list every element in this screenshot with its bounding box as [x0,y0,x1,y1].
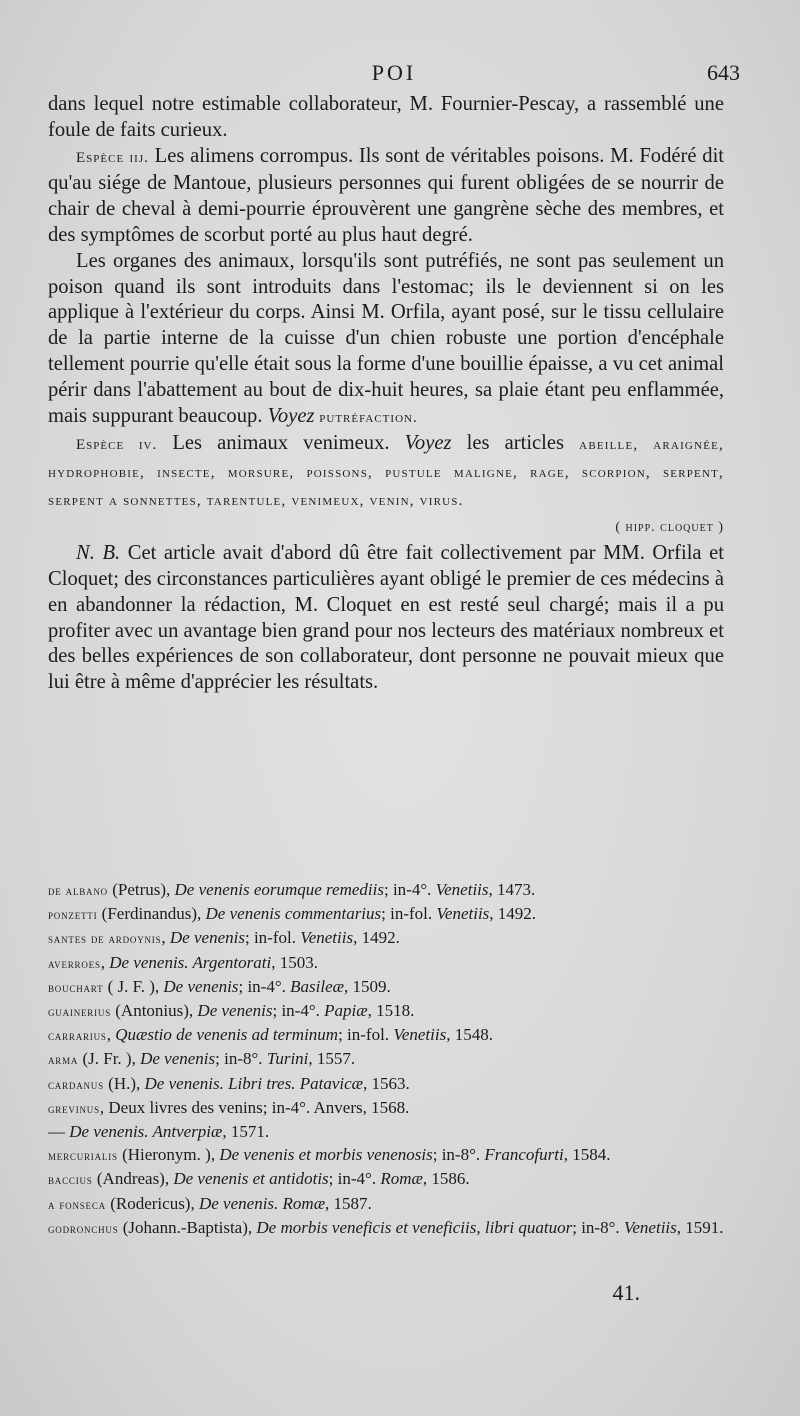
entry-detail: (Rodericus), [105,1193,199,1213]
entry-year: , 1587. [325,1193,372,1213]
entry-year: , 1591. [676,1217,724,1237]
entry-place: Papiæ [324,1001,368,1021]
entry-title: De venenis commentarius [205,904,382,924]
entry-year: , 1492. [353,928,400,948]
bibliography-entry [48,878,724,902]
entry-author: averroes [48,955,101,971]
page-number: 643 [707,60,740,85]
entry-title: De venenis. Romæ [198,1193,326,1213]
paragraph-espece-3 [48,144,724,249]
voyez-2: Voyez [404,432,452,455]
cross-reference-list: abeille, araignée, hydrophobie, insecte, morsure, poissons, pustule maligne, rage, scorpion, serpent, serpent a sonnettes, tarentule, venimeux, venin, virus. [48,437,725,510]
bibliography-entry [48,1072,724,1096]
entry-detail: , [161,928,170,948]
entry-author: a fonseca [48,1196,106,1212]
bibliography-entry [48,1047,724,1071]
entry-year: , 1492. [489,904,537,924]
entry-detail: , [106,1025,116,1045]
entry-year: , 1571. [222,1122,270,1142]
espece-4-mid: les articles [451,432,580,455]
espece-3-text: Les alimens corrompus. Ils sont de véritables poisons. M. Fodéré dit qu'au siége de Mantoue, plusieurs personnes qui furent obligées de se nourrir de chair de cheval à demi-pourrie éprouvèrent une gangrène sèche des membres, et des symptômes de scorbut porté au plus haut degré. [48,144,725,246]
entry-detail: (Petrus), [107,880,175,899]
entry-format: ; in-fol. [244,928,301,948]
entry-year: , 1557. [308,1049,356,1069]
entry-title: De venenis. Libri tres. Patavicæ [144,1073,363,1093]
entry-title: Quæstio de venenis ad terminum [115,1025,339,1045]
entry-dash: — [48,1122,70,1142]
entry-author: baccius [48,1172,93,1188]
entry-author: godronchus [48,1220,119,1236]
entry-author: grevinus [48,1100,100,1116]
entry-format: ; in-4°. [272,1001,325,1021]
entry-format: ; in-8°. [572,1217,624,1237]
entry-place: Francofurti [484,1145,564,1165]
entry-detail: ( J. F. ), [103,976,164,996]
entry-format: ; in-4°. [328,1169,381,1189]
author-signature: ( hipp. cloquet ) [615,520,724,536]
entry-author: de albano [48,883,108,898]
paragraph-1-text: dans lequel notre estimable collaborateur, M. Fournier-Pescay, a rassemblé une foule de faits curieux. [48,93,724,141]
entry-title: De venenis et morbis venenosis [219,1145,433,1165]
bibliography-entry [48,999,724,1023]
entry-place: Venetiis [393,1025,447,1045]
entry-title: De venenis [169,928,245,948]
entry-place: Turini [266,1049,309,1069]
bibliography-entry [48,1120,724,1143]
entry-year: , 1473. [488,880,536,899]
running-header [48,60,740,90]
paragraph-espece-4 [48,431,724,515]
entry-place: Romæ [380,1169,423,1189]
entry-format: , 1503. [271,952,318,972]
entry-author: carrarius [48,1028,107,1044]
nb-label: N. B. [76,542,121,565]
paragraph-1 [48,92,724,144]
voyez-1: Voyez [267,404,315,427]
entry-author: ponzetti [48,907,98,923]
entry-place: Venetiis [436,904,490,924]
entry-author: santes de ardoynis [48,931,162,947]
bibliography-entry [48,926,724,950]
nb-text: Cet article avait d'abord dû être fait collectivement par MM. Orfila et Cloquet; des circonstances particulières ayant obligé le premier de ces médecins à en abandonner la rédaction, M. Cloquet en est resté seul chargé; mais il a pu profiter avec un avantage bien grand pour nos lecteurs des matériaux nombreux et des belles expériences de son collaborateur, dont personne ne pouvait mieux que lui être à même d'apprécier les résultats. [48,542,724,694]
bibliography [48,878,724,1240]
entry-detail: (Andreas), [92,1169,174,1189]
bibliography-entry [48,1143,724,1167]
entry-detail: , Deux livres des venins; in-4°. Anvers, 1568. [99,1097,410,1117]
entry-author: guainerius [48,1004,111,1020]
entry-title: De venenis eorumque remediis [174,880,384,899]
espece-4-text: Les animaux venimeux. [157,432,405,455]
entry-detail: , [100,952,110,972]
entry-place: Basileæ [290,976,344,996]
entry-title: De morbis veneficis et veneficiis, libri quatuor [256,1217,573,1237]
entry-detail: (Antonius), [111,1001,198,1021]
entry-year: , 1586. [422,1169,470,1189]
putrefaction-ref: putréfaction. [314,409,418,426]
entry-year: , 1548. [446,1025,493,1045]
entry-format: ; in-4°. [383,880,436,899]
entry-detail: (Hieronym. ), [117,1145,220,1165]
entry-year: , 1584. [563,1145,611,1165]
entry-detail: (H.), [103,1073,145,1093]
entry-title: De venenis. Antverpiæ [69,1122,223,1142]
signature-mark: 41. [612,1280,640,1305]
bibliography-entry [48,1192,724,1216]
entry-format: ; in-4°. [238,976,291,996]
bibliography-entry [48,1167,724,1191]
entry-author: arma [48,1052,79,1068]
paragraph-nota-bene [48,541,724,696]
article-body [48,92,724,696]
entry-title: De venenis et antidotis [173,1169,329,1189]
entry-author: mercurialis [48,1148,118,1164]
entry-author: bouchart [48,979,104,995]
entry-title: De venenis [140,1049,216,1069]
entry-year: , 1509. [343,976,391,996]
entry-place: Venetiis [300,928,354,948]
espece-4-label: Espèce iv. [76,437,158,454]
bibliography-entry [48,902,724,926]
entry-place: Venetiis [435,880,489,899]
bibliography-entry [48,1216,724,1240]
entry-format: ; in-fol. [338,1025,394,1045]
entry-author: cardanus [48,1076,104,1092]
entry-detail: (J. Fr. ), [78,1049,141,1069]
bibliography-entry [48,951,724,975]
bibliography-entry [48,1096,724,1120]
bibliography-entry [48,1023,724,1047]
entry-place: Venetiis [623,1217,677,1237]
organes-text: Les organes des animaux, lorsqu'ils sont putréfiés, ne sont pas seulement un poison quand ils sont introduits dans l'estomac; ils le deviennent si on les applique à l'extérieur du corps. Ainsi M. Orfila, ayant posé, sur le tissu cellulaire de la partie interne de la cuisse d'un chien robuste une portion d'encéphale tellement pourrie qu'elle était sous la forme d'une bouillie épaisse, a vu cet animal périr dans l'abattement au bout de dix-huit heures, sa plaie étant peu enflammée, mais suppurant beaucoup. [48,249,724,427]
entry-title: De venenis [163,976,239,996]
paragraph-organes [48,249,724,432]
espece-3-label: Espèce iij. [76,149,149,166]
entry-year: , 1518. [367,1001,415,1021]
entry-detail: (Ferdinandus), [97,904,206,924]
entry-format: ; in-fol. [381,904,437,924]
entry-detail: (Johann.-Baptista), [118,1217,257,1237]
entry-format: , 1563. [362,1073,410,1093]
entry-title: De venenis [197,1001,273,1021]
entry-format: ; in-8°. [432,1145,485,1165]
running-title: POI [371,60,417,85]
bibliography-entry [48,975,724,999]
entry-format: ; in-8°. [215,1049,267,1069]
entry-title: De venenis. Argentorati [109,952,272,972]
